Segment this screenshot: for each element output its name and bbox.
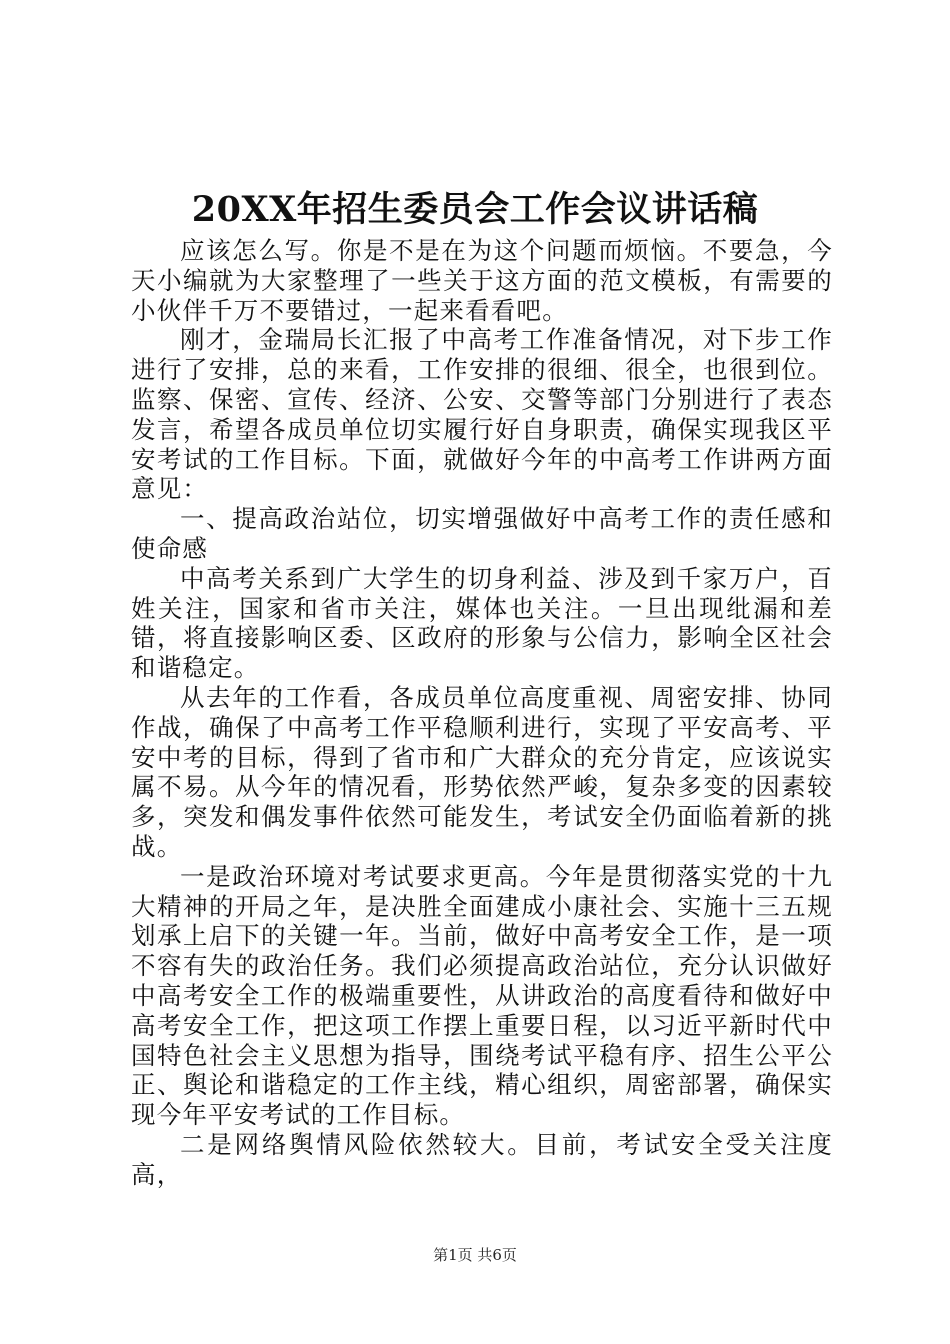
paragraph-intro: 应该怎么写。你是不是在为这个问题而烦恼。不要急，今天小编就为大家整理了一些关于这方面的范文模板，有需要的小伙伴千万不要错过，一起来看看吧。 xyxy=(131,236,833,325)
paragraph-opening: 刚才，金瑞局长汇报了中高考工作准备情况，对下步工作进行了安排，总的来看，工作安排的很细、很全，也很到位。监察、保密、宣传、经济、公安、交警等部门分别进行了表态发言，希望各成员单位切实履行好自身职责，确保实现我区平安考试的工作目标。下面，就做好今年的中高考工作讲两方面意见： xyxy=(131,325,833,504)
page-number: 第1页 共6页 xyxy=(433,1246,517,1264)
document-body xyxy=(131,236,833,1190)
paragraph-point-1: 一是政治环境对考试要求更高。今年是贯彻落实党的十九大精神的开局之年，是决胜全面建成小康社会、实施十三五规划承上启下的关键一年。当前，做好中高考安全工作，是一项不容有失的政治任务。我们必须提高政治站位，充分认识做好中高考安全工作的极端重要性，从讲政治的高度看待和做好中高考安全工作，把这项工作摆上重要日程，以习近平新时代中国特色社会主义思想为指导，围绕考试平稳有序、招生公平公正、舆论和谐稳定的工作主线，精心组织，周密部署，确保实现今年平安考试的工作目标。 xyxy=(131,861,833,1130)
document-title: 20XX年招生委员会工作会议讲话稿 xyxy=(191,189,759,230)
section-heading-1: 一、提高政治站位，切实增强做好中高考工作的责任感和使命感 xyxy=(131,504,833,563)
paragraph-last-year: 从去年的工作看，各成员单位高度重视、周密安排、协同作战，确保了中高考工作平稳顺利进行，实现了平安高考、平安中考的目标，得到了省市和广大群众的充分肯定，应该说实属不易。从今年的情况看，形势依然严峻，复杂多变的因素较多，突发和偶发事件依然可能发生，考试安全仍面临着新的挑战。 xyxy=(131,682,833,861)
paragraph-importance: 中高考关系到广大学生的切身利益、涉及到千家万户，百姓关注，国家和省市关注，媒体也关注。一旦出现纰漏和差错，将直接影响区委、区政府的形象与公信力，影响全区社会和谐稳定。 xyxy=(131,563,833,683)
paragraph-point-2: 二是网络舆情风险依然较大。目前，考试安全受关注度高， xyxy=(131,1129,833,1189)
